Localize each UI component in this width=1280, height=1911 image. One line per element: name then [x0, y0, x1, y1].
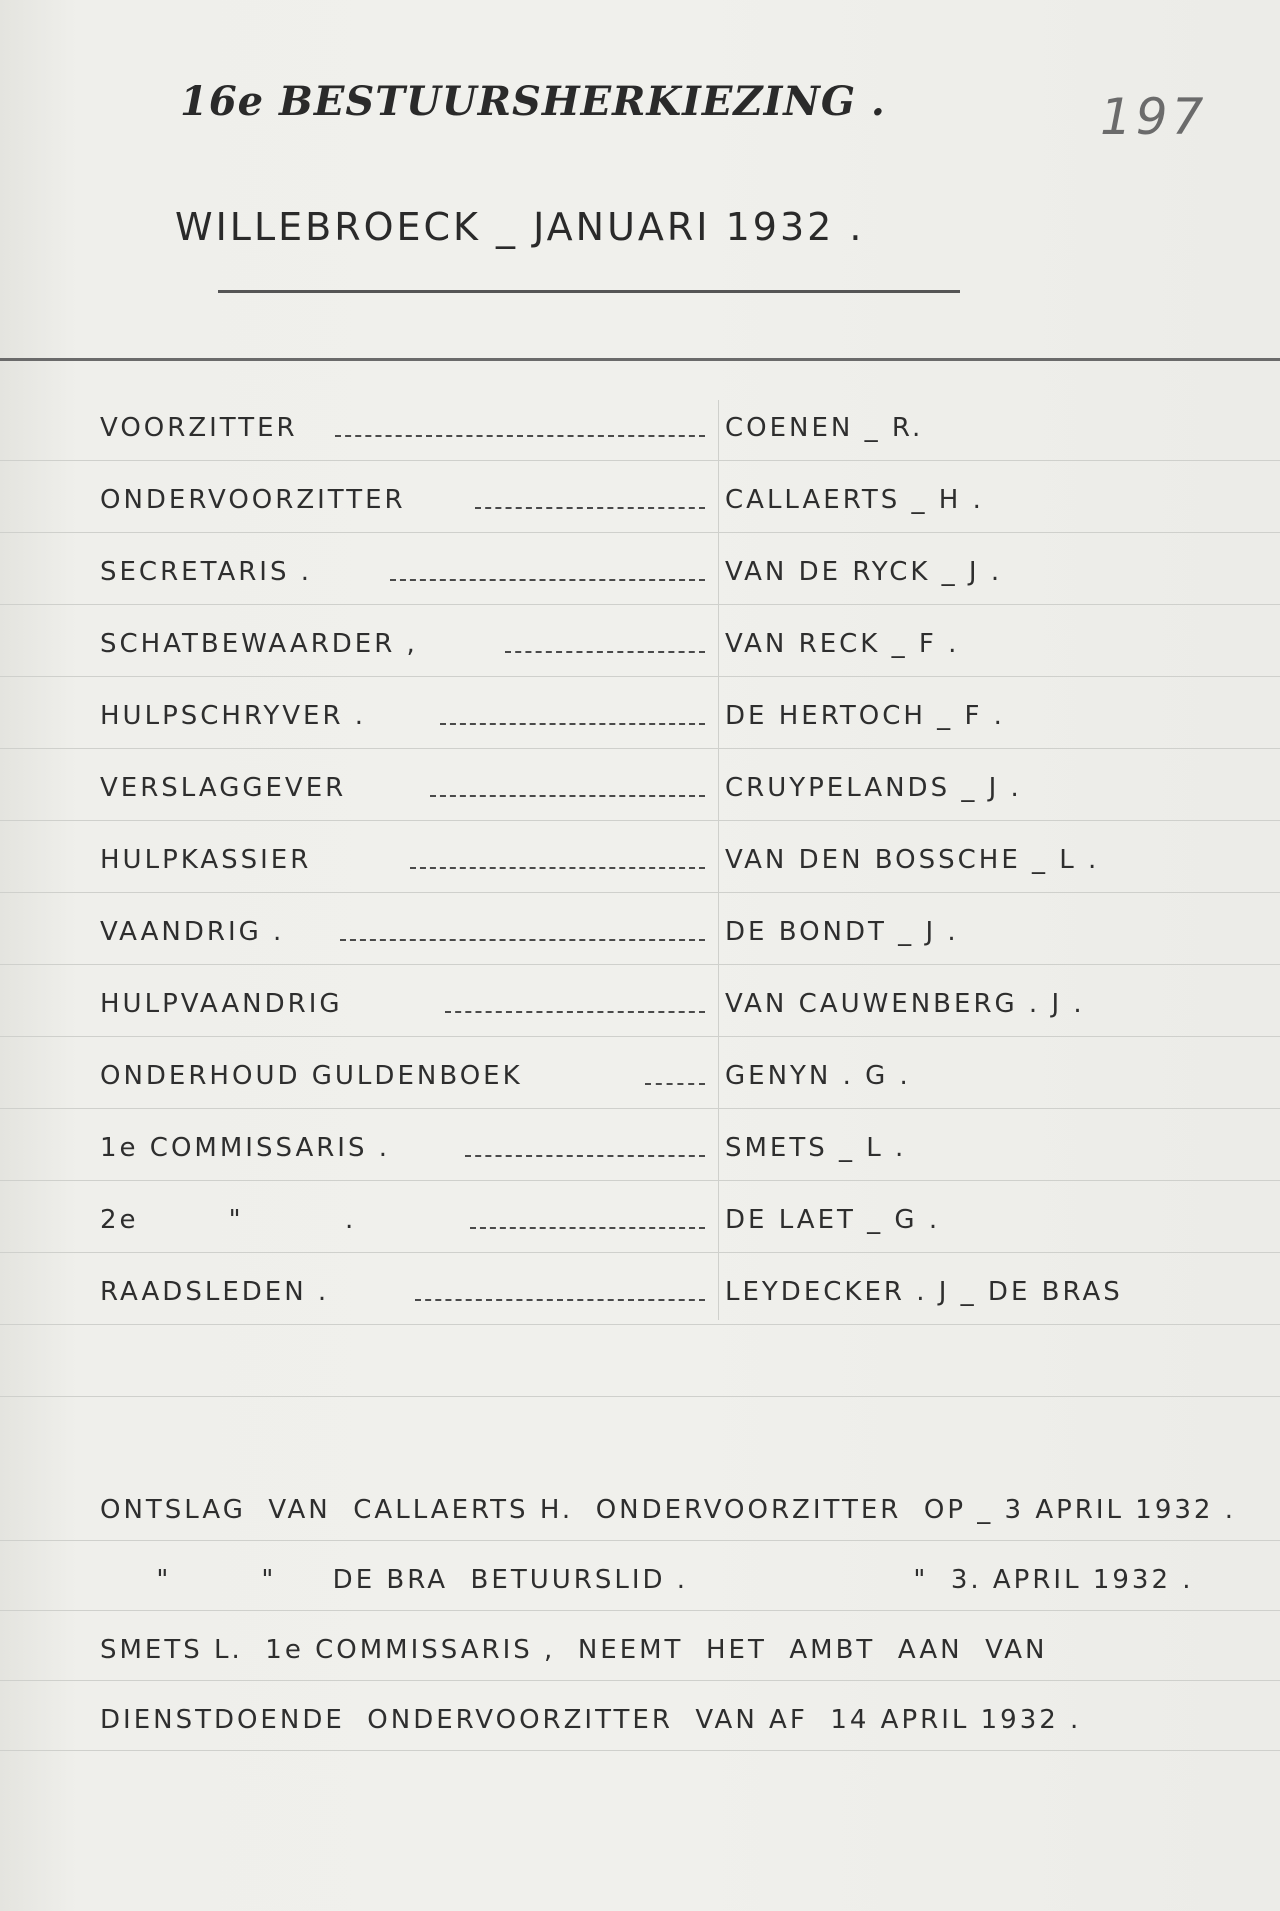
leader-dashes — [470, 1227, 705, 1229]
leader-dashes — [645, 1083, 705, 1085]
page-number: 197 — [1100, 88, 1208, 146]
office-holder: CALLAERTS _ H . — [725, 485, 984, 515]
office-name: RAADSLEDEN . — [100, 1277, 330, 1307]
note-text: SMETS L. 1e COMMISSARIS , NEEMT HET AMBT AAN VAN — [100, 1635, 1048, 1665]
office-name: HULPVAANDRIG — [100, 989, 343, 1019]
leader-dashes — [335, 435, 705, 437]
office-row — [100, 1197, 1250, 1269]
office-holder: SMETS _ L . — [725, 1133, 907, 1163]
resignation-notes — [100, 1485, 1260, 1765]
leader-dashes — [440, 723, 705, 725]
leader-dashes — [505, 651, 705, 653]
header-divider — [0, 358, 1280, 361]
note-line — [100, 1485, 1260, 1555]
office-name: VERSLAGGEVER — [100, 773, 347, 803]
office-name: 2e " . — [100, 1205, 357, 1235]
leader-dashes — [390, 579, 705, 581]
office-row — [100, 765, 1250, 837]
office-row — [100, 909, 1250, 981]
office-row — [100, 981, 1250, 1053]
office-row — [100, 621, 1250, 693]
page-title: 16e BESTUURSHERKIEZING . — [180, 78, 886, 125]
leader-dashes — [410, 867, 705, 869]
note-line — [100, 1555, 1260, 1625]
office-holder: CRUYPELANDS _ J . — [725, 773, 1022, 803]
office-name: SCHATBEWAARDER , — [100, 629, 418, 659]
office-holder: DE BONDT _ J . — [725, 917, 959, 947]
office-row — [100, 549, 1250, 621]
office-name: SECRETARIS . — [100, 557, 312, 587]
note-line — [100, 1625, 1260, 1695]
leader-dashes — [430, 795, 705, 797]
office-name: ONDERVOORZITTER — [100, 485, 406, 515]
office-holder: LEYDECKER . J _ DE BRAS — [725, 1277, 1123, 1307]
office-name: VAANDRIG . — [100, 917, 285, 947]
office-holder: VAN RECK _ F . — [725, 629, 960, 659]
office-row — [100, 1125, 1250, 1197]
office-holder: COENEN _ R. — [725, 413, 924, 443]
office-row — [100, 693, 1250, 765]
note-text: DIENSTDOENDE ONDERVOORZITTER VAN AF 14 APRIL 1932 . — [100, 1705, 1082, 1735]
office-row — [100, 1053, 1250, 1125]
leader-dashes — [465, 1155, 705, 1157]
office-row — [100, 837, 1250, 909]
leader-dashes — [475, 507, 705, 509]
office-row — [100, 1269, 1250, 1341]
office-row — [100, 405, 1250, 477]
office-list — [100, 405, 1250, 1341]
ruled-line — [0, 1396, 1280, 1397]
leader-dashes — [415, 1299, 705, 1301]
note-text: ONTSLAG VAN CALLAERTS H. ONDERVOORZITTER OP _ 3 APRIL 1932 . — [100, 1495, 1236, 1525]
office-holder: GENYN . G . — [725, 1061, 911, 1091]
office-holder: VAN CAUWENBERG . J . — [725, 989, 1085, 1019]
office-name: ONDERHOUD GULDENBOEK — [100, 1061, 523, 1091]
office-holder: DE HERTOCH _ F . — [725, 701, 1005, 731]
subtitle-underline — [218, 290, 960, 293]
note-line — [100, 1695, 1260, 1765]
office-holder: VAN DE RYCK _ J . — [725, 557, 1003, 587]
office-row — [100, 477, 1250, 549]
office-name: 1e COMMISSARIS . — [100, 1133, 390, 1163]
office-name: HULPSCHRYVER . — [100, 701, 367, 731]
page-subtitle: WILLEBROECK _ JANUARI 1932 . — [175, 205, 865, 249]
office-name: HULPKASSIER — [100, 845, 312, 875]
office-holder: VAN DEN BOSSCHE _ L . — [725, 845, 1100, 875]
leader-dashes — [445, 1011, 705, 1013]
office-name: VOORZITTER — [100, 413, 298, 443]
leader-dashes — [340, 939, 705, 941]
office-holder: DE LAET _ G . — [725, 1205, 941, 1235]
note-text: " " DE BRA BETUURSLID . " 3. APRIL 1932 . — [100, 1565, 1194, 1595]
